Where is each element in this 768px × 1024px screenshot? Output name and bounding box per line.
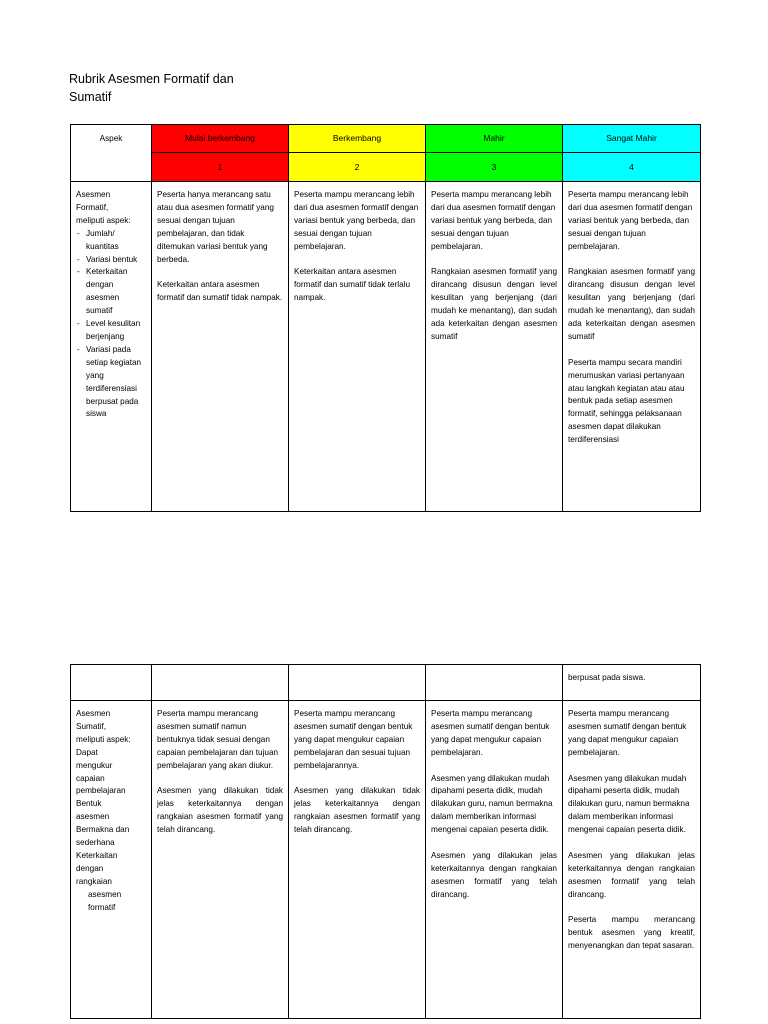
header-num-1: 1 — [152, 153, 289, 182]
empty-cell — [152, 665, 289, 701]
aspek-sumatif — [71, 701, 152, 1019]
aspek-label-line: meliputi aspek: — [76, 215, 131, 225]
header-level-3: Mahir — [426, 125, 563, 153]
aspek-item: - Level kesulitan berjenjang — [86, 318, 146, 344]
header-num-4: 4 — [563, 153, 701, 182]
cell-paragraph: Asesmen yang dilakukan tidak jelas keterkaitannya dengan rangkaian asesmen formatif yang telah dirancang. — [294, 786, 420, 835]
aspek-label-line: formatif — [88, 902, 116, 912]
cell-paragraph: Asesmen yang dilakukan mudah dipahami peserta didik, mudah dilakukan guru, namun bermakna dalam memberikan informasi mengenai capaian peserta didik. — [431, 773, 553, 835]
aspek-label-line: capaian — [76, 773, 105, 783]
header-level-2: Berkembang — [289, 125, 426, 153]
aspek-label-line: Keterkaitan — [76, 850, 118, 860]
aspek-formatif — [71, 182, 152, 512]
cell-paragraph: Keterkaitan antara asesmen formatif dan sumatif tidak nampak. — [157, 280, 283, 303]
aspek-label-line: mengukur — [76, 760, 113, 770]
header-aspek: Aspek — [71, 125, 152, 182]
header-level-1: Mulai berkembang — [152, 125, 289, 153]
cell-continuation: berpusat pada siswa. — [563, 665, 701, 701]
cell-formatif-level-2 — [289, 182, 426, 512]
aspek-item: - Keterkaitan dengan asesmen sumatif — [86, 266, 146, 318]
cell-paragraph: Peserta mampu merancang lebih dari dua asesmen formatif dengan variasi bentuk yang berbeda, dan sesuai dengan tujuan pembelajaran. — [568, 190, 693, 251]
header-level-4: Sangat Mahir — [563, 125, 701, 153]
aspek-label-line: Formatif, — [76, 202, 109, 212]
cell-paragraph: Asesmen yang dilakukan tidak jelas keterkaitannya dengan rangkaian asesmen formatif yang telah dirancang. — [157, 786, 283, 835]
header-num-3: 3 — [426, 153, 563, 182]
cell-formatif-level-1 — [152, 182, 289, 512]
aspek-label-line: Sumatif, — [76, 721, 107, 731]
aspek-label-line: Dapat — [76, 747, 98, 757]
cell-paragraph: Asesmen yang dilakukan mudah dipahami peserta didik, mudah dilakukan guru, namun bermakna dalam memberikan informasi mengenai capaian peserta didik. — [568, 773, 690, 835]
aspek-label-line: rangkaian — [76, 876, 112, 886]
cell-paragraph: Rangkaian asesmen formatif yang dirancang disusun dengan level kesulitan yang berjenjang (dari mudah ke menantang), dan sudah ada keterkaitan dengan asesmen sumatif — [431, 267, 557, 341]
page-title: Rubrik Asesmen Formatif dan Sumatif — [69, 72, 234, 104]
cell-paragraph: Peserta mampu merancang bentuk asesmen yang kreatif, menyenangkan dan tepat sasaran. — [568, 915, 695, 951]
aspek-label-line: meliputi aspek: — [76, 734, 131, 744]
header-num-2: 2 — [289, 153, 426, 182]
aspek-label-line: Bermakna dan — [76, 825, 130, 835]
cell-paragraph: Peserta mampu merancang asesmen sumatif dengan bentuk yang dapat mengukur capaian pembelajaran. — [568, 709, 687, 757]
empty-cell — [289, 665, 426, 701]
cell-sumatif-level-3 — [426, 701, 563, 1019]
cell-sumatif-level-4 — [563, 701, 701, 1019]
cell-paragraph: Peserta mampu secara mandiri merumuskan variasi pertanyaan atau langkah kegiatan atau atau bentuk pada setiap asesmen formatif, sehingga pelaksanaan asesmen dapat dilakukan terdiferensiasi — [568, 357, 685, 445]
aspek-item: - Jumlah/ kuantitas — [86, 228, 146, 254]
aspek-label-line: Asesmen — [76, 709, 111, 718]
aspek-label-line: Asesmen — [76, 190, 111, 199]
cell-paragraph: Rangkaian asesmen formatif yang dirancang disusun dengan level kesulitan yang berjenjang (dari mudah ke menantang), dan sudah ada keterkaitan dengan asesmen sumatif — [568, 267, 695, 341]
cell-paragraph: Peserta mampu merancang asesmen sumatif namun bentuknya tidak sesuai dengan capaian pembelajaran dan tujuan pembelajaran yang akan diukur. — [157, 709, 279, 770]
cell-paragraph: Keterkaitan antara asesmen formatif dan sumatif tidak terlalu nampak. — [294, 267, 411, 303]
cell-paragraph: Peserta mampu merancang lebih dari dua asesmen formatif dengan variasi bentuk yang berbeda, dan sesuai dengan tujuan pembelajaran. — [431, 190, 556, 251]
cell-sumatif-level-1 — [152, 701, 289, 1019]
aspek-label-line: asesmen — [88, 889, 122, 899]
cell-formatif-level-4 — [563, 182, 701, 512]
aspek-label-line: sederhana — [76, 838, 115, 848]
cell-paragraph: Peserta mampu merancang lebih dari dua asesmen formatif dengan variasi bentuk yang berbeda, dan sesuai dengan tujuan pembelajaran. — [294, 190, 419, 251]
cell-paragraph: Peserta mampu merancang asesmen sumatif dengan bentuk yang dapat mengukur capaian pembelajaran dan sesuai tujuan pembelajarannya. — [294, 709, 413, 770]
aspek-label-line: asesmen — [76, 812, 110, 822]
rubric-table-formatif — [70, 124, 701, 512]
aspek-label-line: dengan — [76, 863, 104, 873]
aspek-item: - Variasi bentuk — [86, 254, 146, 267]
aspek-list — [76, 228, 146, 422]
empty-cell — [426, 665, 563, 701]
cell-paragraph: Peserta mampu merancang asesmen sumatif dengan bentuk yang dapat mengukur capaian pembelajaran. — [431, 709, 550, 757]
aspek-item: - Variasi pada setiap kegiatan yang terdiferensiasi berpusat pada siswa — [86, 344, 146, 421]
aspek-label-line: pembelajaran — [76, 786, 126, 796]
aspek-label-line: Bentuk — [76, 799, 102, 809]
cell-paragraph: Asesmen yang dilakukan jelas keterkaitannya dengan rangkaian asesmen formatif yang telah dirancang. — [568, 850, 695, 899]
cell-formatif-level-3 — [426, 182, 563, 512]
rubric-table-sumatif — [70, 664, 701, 1019]
cell-paragraph: Asesmen yang dilakukan jelas keterkaitannya dengan rangkaian asesmen formatif yang telah dirancang. — [431, 850, 557, 899]
cell-paragraph: Peserta hanya merancang satu atau dua asesmen formatif yang sesuai dengan tujuan pembelajaran, dan tidak ditemukan variasi bentuk yang berbeda. — [157, 190, 274, 264]
cell-sumatif-level-2 — [289, 701, 426, 1019]
empty-cell — [71, 665, 152, 701]
